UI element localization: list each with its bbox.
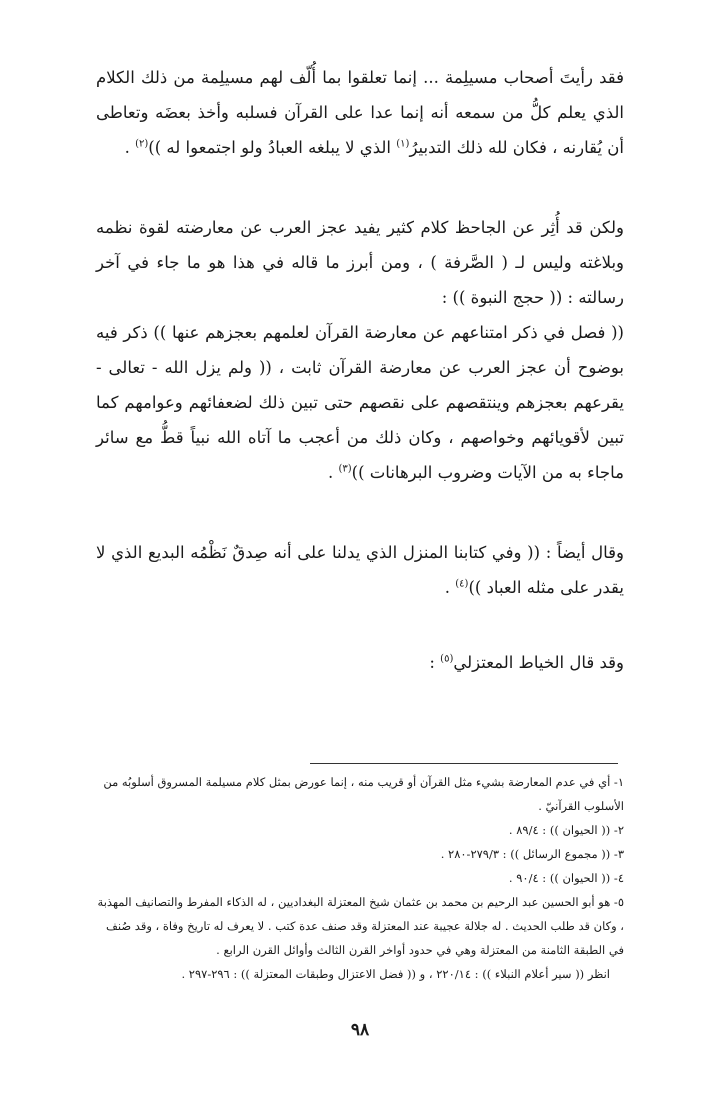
footnote-ref: (٤)	[455, 578, 469, 590]
footnote-ref: (٢)	[135, 138, 149, 150]
paragraph-text: وقد قال الخياط المعتزلي	[453, 653, 624, 672]
paragraph-text: ولكن قد أُثِر عن الجاحظ كلام كثير يفيد عجز العرب عن معارضته لقوة نظمه وبلاغته وليس لـ ( الصَّرفة ) ، ومن أبرز ما قاله في هذا هو ما جاء في آخر رسالته : (( حجج النبوة )) :	[96, 218, 624, 307]
footnote: ٢- (( الحيوان )) : ٨٩/٤ .	[508, 823, 624, 837]
footnotes	[94, 770, 624, 986]
paragraph-text-continued: الذي لا يبلغه العبادُ ولو اجتمعوا له ))	[148, 138, 397, 157]
paragraph-end: .	[124, 138, 136, 157]
footnote-ref: (٣)	[338, 463, 352, 475]
footnote-ref: (٥)	[440, 653, 454, 665]
footnote: ١- أي في عدم المعارضة بشيء مثل القرآن أو قريب منه ، إنما عورض بمثل كلام مسيلمة المسروق أسلوبُه من الأسلوب القرآنيّ .	[103, 775, 624, 813]
footnote: ٣- (( مجموع الرسائل )) : ٢٧٩/٣-٢٨٠ .	[440, 847, 624, 861]
footnote-ref: (١)	[396, 138, 410, 150]
body-paragraph	[96, 645, 624, 680]
paragraph-end: .	[444, 578, 456, 597]
footnote: انظر (( سير أعلام النبلاء )) : ٢٢٠/١٤ ، و (( فضل الاعتزال وطبقات المعتزلة )) : ٢٩٦-٢٩٧ .	[181, 967, 610, 981]
footnote: ٤- (( الحيوان )) : ٩٠/٤ .	[508, 871, 624, 885]
page-number: ٩٨	[350, 1020, 370, 1040]
colon: :	[429, 653, 441, 672]
footnote: ٥- هو أبو الحسين عبد الرحيم بن محمد بن عثمان شيخ المعتزلة البغداديين ، له الذكاء المفرط والتصانيف المهذبة ، وكان قد طلب الحديث . له جلالة عجيبة عند المعتزلة وقد صنف عدة كتب . لا يعرف له تاريخ وفاة ، وقد صُنف في الطبقة الثامنة من المعتزلة وهي في حدود أواخر القرن الثالث وأوائل القرن الرابع .	[97, 895, 624, 957]
body-paragraph	[96, 535, 624, 605]
paragraph-end: .	[327, 463, 339, 482]
paragraph-text: فقد رأيتَ أصحاب مسيلِمة ... إنما تعلقوا بما أُلّف لهم مسيلِمة من ذلك الكلام الذي يعلم كلُّ من سمعه أنه إنما عدا على القرآن فسلبه وأخذ بعضَه وتعاطى أن يُقارنه ، فكان لله ذلك التدبيرُ	[96, 68, 624, 157]
quote-text: (( فصل في ذكر امتناعهم عن معارضة القرآن لعلمهم بعجزهم عنها )) ذكر فيه بوضوح أن عجز العرب عن معارضة القرآن ثابت ، (( ولم يزل الله - تعالى - يقرعهم بعجزهم وينتقصهم على نقصهم حتى تبين ذلك لضعفائهم وعوامهم كما تبين لأقويائهم وخواصهم ، وكان ذلك من أعجب ما آتاه الله نبياً قطُّ مع سائر ماجاء به من الآيات وضروب البرهانات ))	[96, 323, 624, 482]
quote-text: وقال أيضاً : (( وفي كتابنا المنزل الذي يدلنا على أنه صِدقٌ نَظْمُه البديع الذي لا يقدر على مثله العباد ))	[96, 543, 624, 597]
body-paragraph	[96, 210, 624, 490]
body-paragraph	[96, 60, 624, 165]
footnote-divider	[310, 763, 618, 764]
